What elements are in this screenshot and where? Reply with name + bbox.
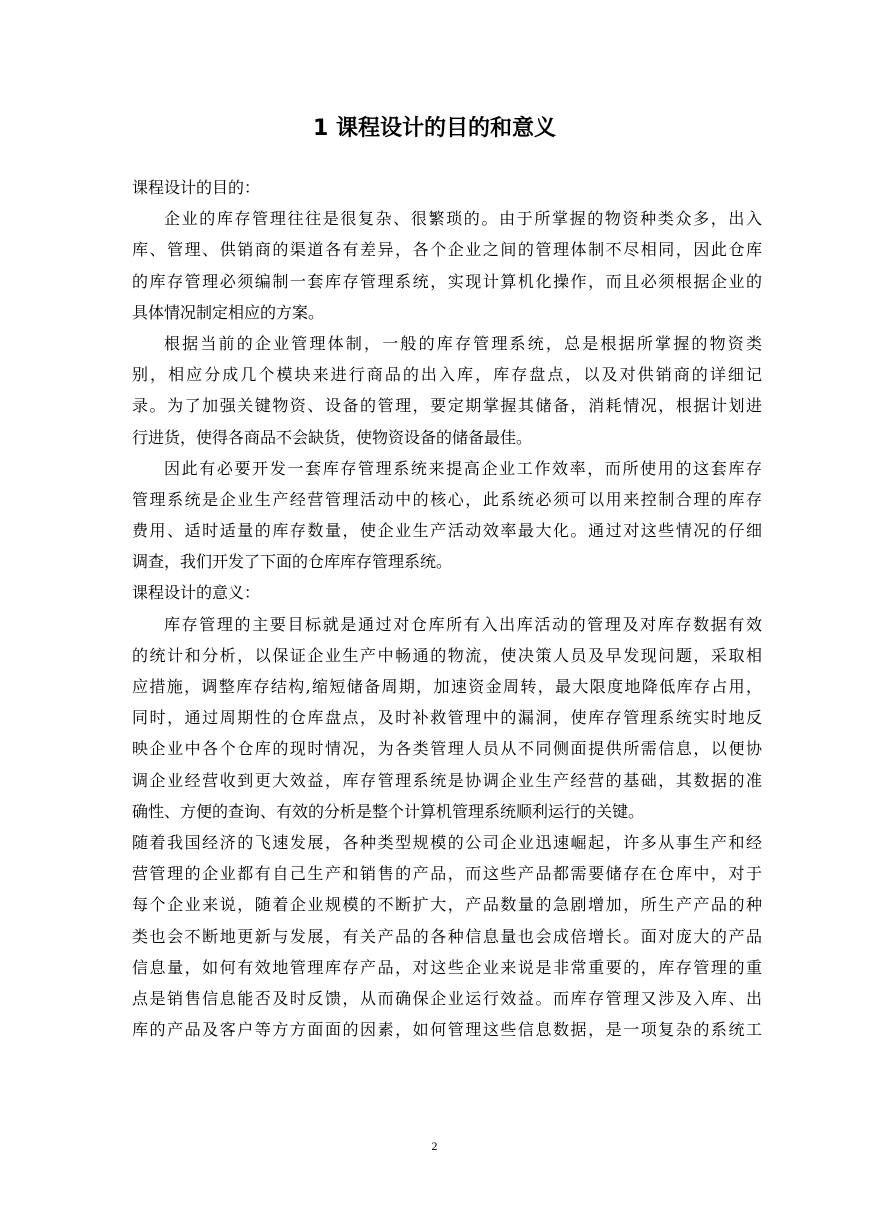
paragraph-line: 管理系统是企业生产经营管理活动中的核心，此系统必须可以用来控制合理的库存 [132,489,762,509]
paragraph-line: 根据当前的企业管理体制，一般的库存管理系统，总是根据所掌握的物资类 [164,333,762,353]
paragraph-line: 别，相应分成几个模块来进行商品的出入库，库存盘点，以及对供销商的详细记 [132,365,762,385]
paragraph-line: 营管理的企业都有自己生产和销售的产品，而这些产品都需要储存在仓库中，对于 [132,864,762,884]
paragraph-line: 因此有必要开发一套库存管理系统来提高企业工作效率，而所使用的这套库存 [164,458,762,478]
document-body [132,172,762,1045]
paragraph-line: 录。为了加强关键物资、设备的管理，要定期掌握其储备，消耗情况，根据计划进 [132,396,762,416]
paragraph-line: 的统计和分析，以保证企业生产中畅通的物流，使决策人员及早发现问题，采取相 [132,645,762,665]
paragraph-line: 随着我国经济的飞速发展，各种类型规模的公司企业迅速崛起，许多从事生产和经 [132,832,762,852]
paragraph-line: 行进货，使得各商品不会缺货，使物资设备的储备最佳。 [132,427,533,447]
paragraph-line: 映企业中各个仓库的现时情况，为各类管理人员从不同侧面提供所需信息，以便协 [132,739,762,759]
section-title: 1 课程设计的目的和意义 [313,116,556,141]
paragraph-line: 信息量，如何有效地管理库存产品，对这些企业来说是非常重要的，库存管理的重 [132,957,762,977]
paragraph-line: 库、管理、供销商的渠道各有差异，各个企业之间的管理体制不尽相同，因此仓库 [132,240,762,260]
paragraph-line: 应措施，调整库存结构,缩短储备周期，加速资金周转，最大限度地降低库存占用， [132,677,762,696]
paragraph-line: 确性、方便的查询、有效的分析是整个计算机管理系统顺利运行的关键。 [132,801,645,821]
paragraph-line: 调查，我们开发了下面的仓库库存管理系统。 [132,552,453,572]
paragraph-line: 同时，通过周期性的仓库盘点，及时补救管理中的漏洞，使库存管理系统实时地反 [132,708,762,728]
paragraph-line: 点是销售信息能否及时反馈，从而确保企业运行效益。而库存管理又涉及入库、出 [132,988,762,1008]
paragraph-line: 的库存管理必须编制一套库存管理系统，实现计算机化操作，而且必须根据企业的 [132,271,762,291]
paragraph-line: 调企业经营收到更大效益，库存管理系统是协调企业生产经营的基础，其数据的准 [132,770,762,790]
meaning-heading: 课程设计的意义： [132,583,261,603]
paragraph-line: 费用、适时适量的库存数量，使企业生产活动效率最大化。通过对这些情况的仔细 [132,521,762,541]
paragraph-line: 库的产品及客户等方方面面的因素，如何管理这些信息数据，是一项复杂的系统工 [132,1020,762,1040]
paragraph-line: 具体情况制定相应的方案。 [132,302,325,322]
paragraph-line: 类也会不断地更新与发展，有关产品的各种信息量也会成倍增长。面对庞大的产品 [132,926,762,946]
paragraph-line: 企业的库存管理往往是很复杂、很繁琐的。由于所掌握的物资种类众多，出入 [164,209,762,229]
paragraph-line: 每个企业来说，随着企业规模的不断扩大，产品数量的急剧增加，所生产产品的种 [132,895,762,915]
paragraph-line: 库存管理的主要目标就是通过对仓库所有入出库活动的管理及对库存数据有效 [164,614,762,634]
page-number: 2 [431,1139,438,1153]
purpose-heading: 课程设计的目的： [132,178,261,197]
